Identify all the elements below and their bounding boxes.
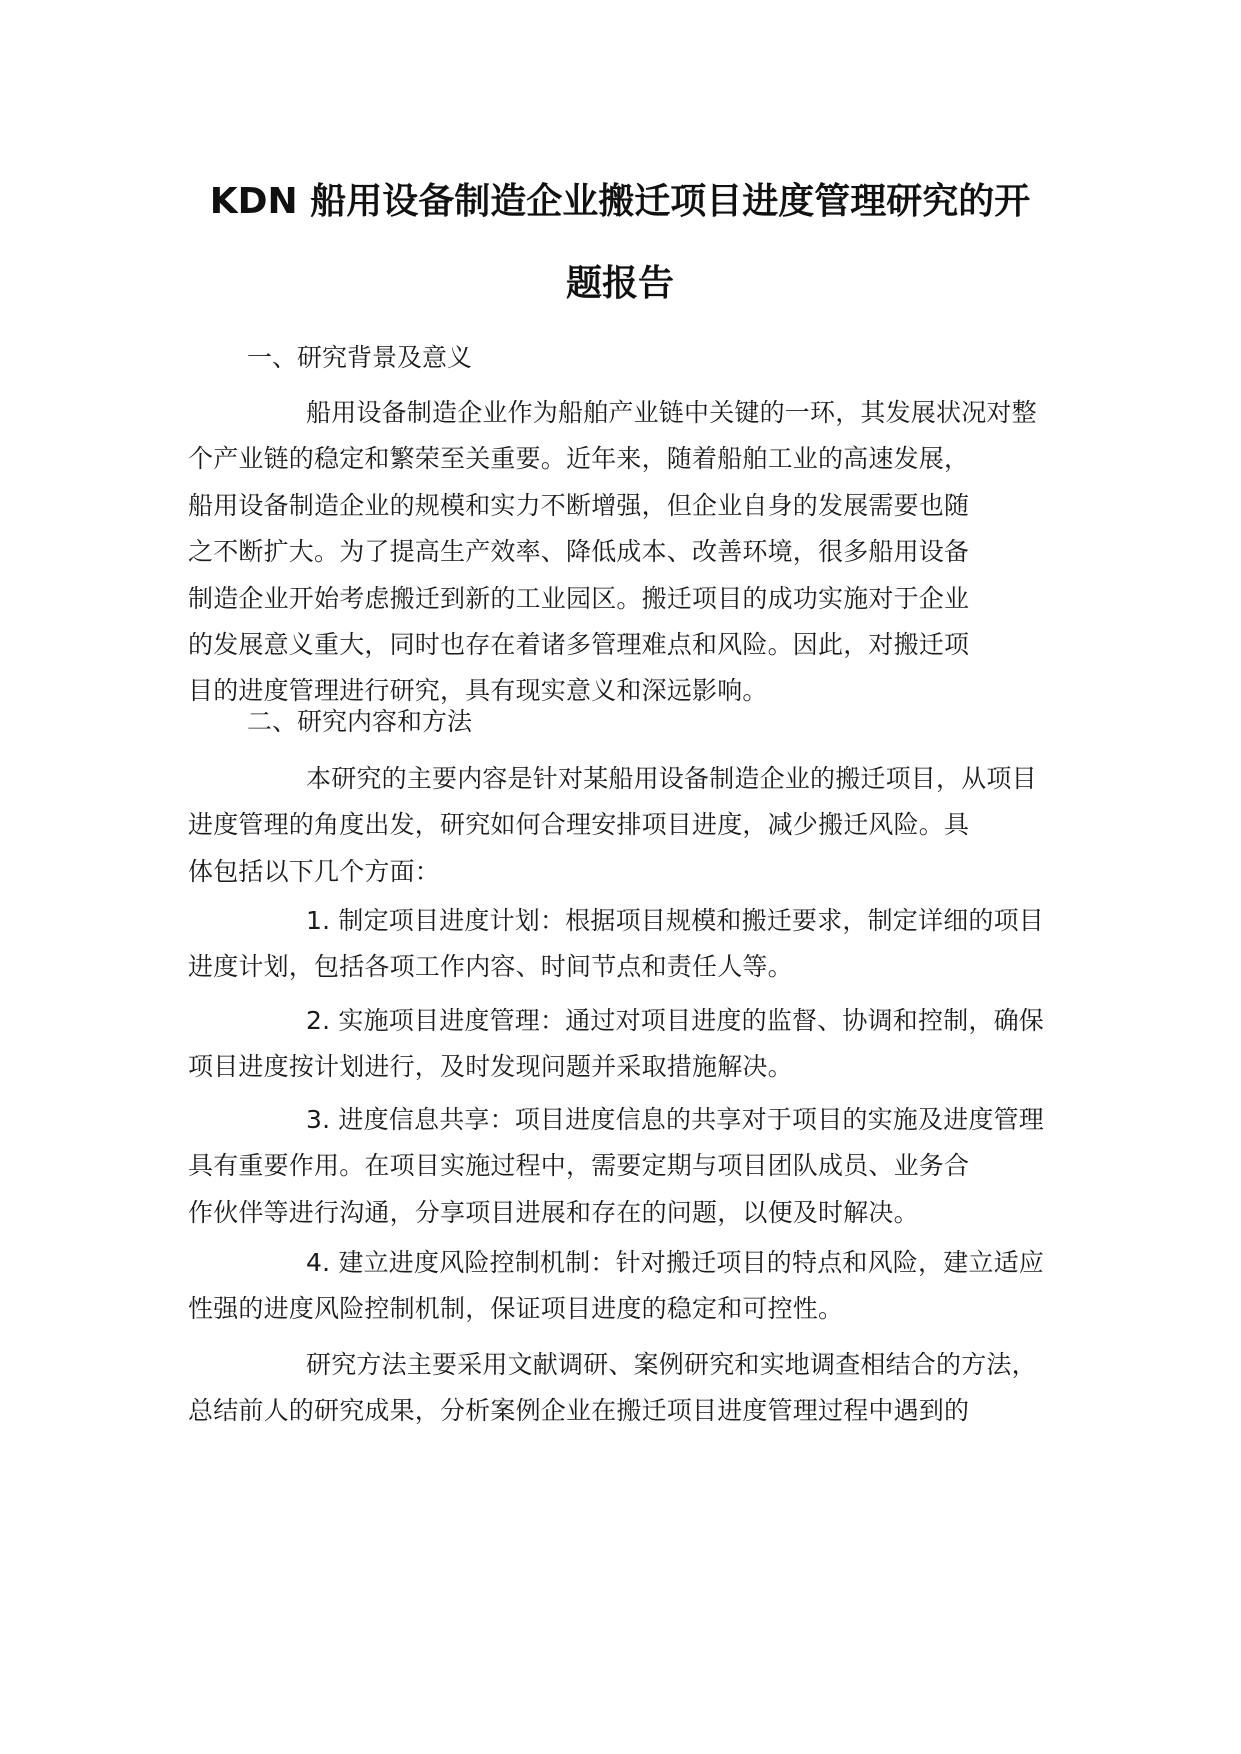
document-title-line-1: KDN 船用设备制造企业搬迁项目进度管理研究的开 [209, 181, 1031, 222]
section-1-paragraph [188, 390, 1048, 715]
paragraph-line: 进度计划，包括各项工作内容、时间节点和责任人等。 [188, 952, 793, 982]
paragraph-line: 1. 制定项目进度计划：根据项目规模和搬迁要求，制定详细的项目 [306, 906, 1045, 935]
paragraph-line: 性强的进度风险控制机制，保证项目进度的稳定和可控性。 [188, 1294, 844, 1324]
paragraph-line: 进度管理的角度出发，研究如何合理安排项目进度，减少搬迁风险。具 [188, 810, 970, 840]
section-1-heading: 一、研究背景及意义 [247, 343, 473, 372]
section-2-paragraph [188, 756, 1048, 895]
paragraph-line: 作伙伴等进行沟通，分享项目进展和存在的问题，以便及时解决。 [188, 1197, 919, 1227]
paragraph-line: 个产业链的稳定和繁荣至关重要。近年来，随着船舶工业的高速发展， [188, 444, 970, 474]
paragraph-line: 项目进度按计划进行，及时发现问题并采取措施解决。 [188, 1052, 793, 1082]
document-title-line-2: 题报告 [565, 263, 674, 304]
paragraph-line: 研究方法主要采用文献调研、案例研究和实地调查相结合的方法， [306, 1350, 1037, 1379]
list-item-2 [188, 998, 1048, 1091]
paragraph-line: 具有重要作用。在项目实施过程中，需要定期与项目团队成员、业务合 [188, 1151, 970, 1181]
paragraph-line: 4. 建立进度风险控制机制：针对搬迁项目的特点和风险，建立适应 [306, 1248, 1045, 1277]
paragraph-line: 2. 实施项目进度管理：通过对项目进度的监督、协调和控制，确保 [306, 1006, 1045, 1035]
list-item-4 [188, 1240, 1048, 1333]
paragraph-line: 之不断扩大。为了提高生产效率、降低成本、改善环境，很多船用设备 [188, 537, 970, 567]
list-item-1 [188, 898, 1048, 991]
section-2-heading: 二、研究内容和方法 [247, 707, 473, 736]
paragraph-line: 体包括以下几个方面： [188, 856, 441, 886]
paragraph-line: 船用设备制造企业作为船舶产业链中关键的一环，其发展状况对整 [306, 398, 1037, 427]
paragraph-line: 3. 进度信息共享：项目进度信息的共享对于项目的实施及进度管理 [306, 1105, 1045, 1134]
paragraph-line: 制造企业开始考虑搬迁到新的工业园区。搬迁项目的成功实施对于企业 [188, 583, 970, 613]
paragraph-line: 目的进度管理进行研究，具有现实意义和深远影响。 [188, 676, 768, 706]
list-item-3 [188, 1097, 1048, 1236]
paragraph-line: 的发展意义重大，同时也存在着诸多管理难点和风险。因此，对搬迁项 [188, 630, 970, 660]
paragraph-line: 总结前人的研究成果，分析案例企业在搬迁项目进度管理过程中遇到的 [188, 1396, 970, 1426]
paragraph-line: 本研究的主要内容是针对某船用设备制造企业的搬迁项目，从项目 [306, 764, 1037, 793]
paragraph-line: 船用设备制造企业的规模和实力不断增强，但企业自身的发展需要也随 [188, 490, 970, 520]
method-paragraph [188, 1342, 1048, 1435]
